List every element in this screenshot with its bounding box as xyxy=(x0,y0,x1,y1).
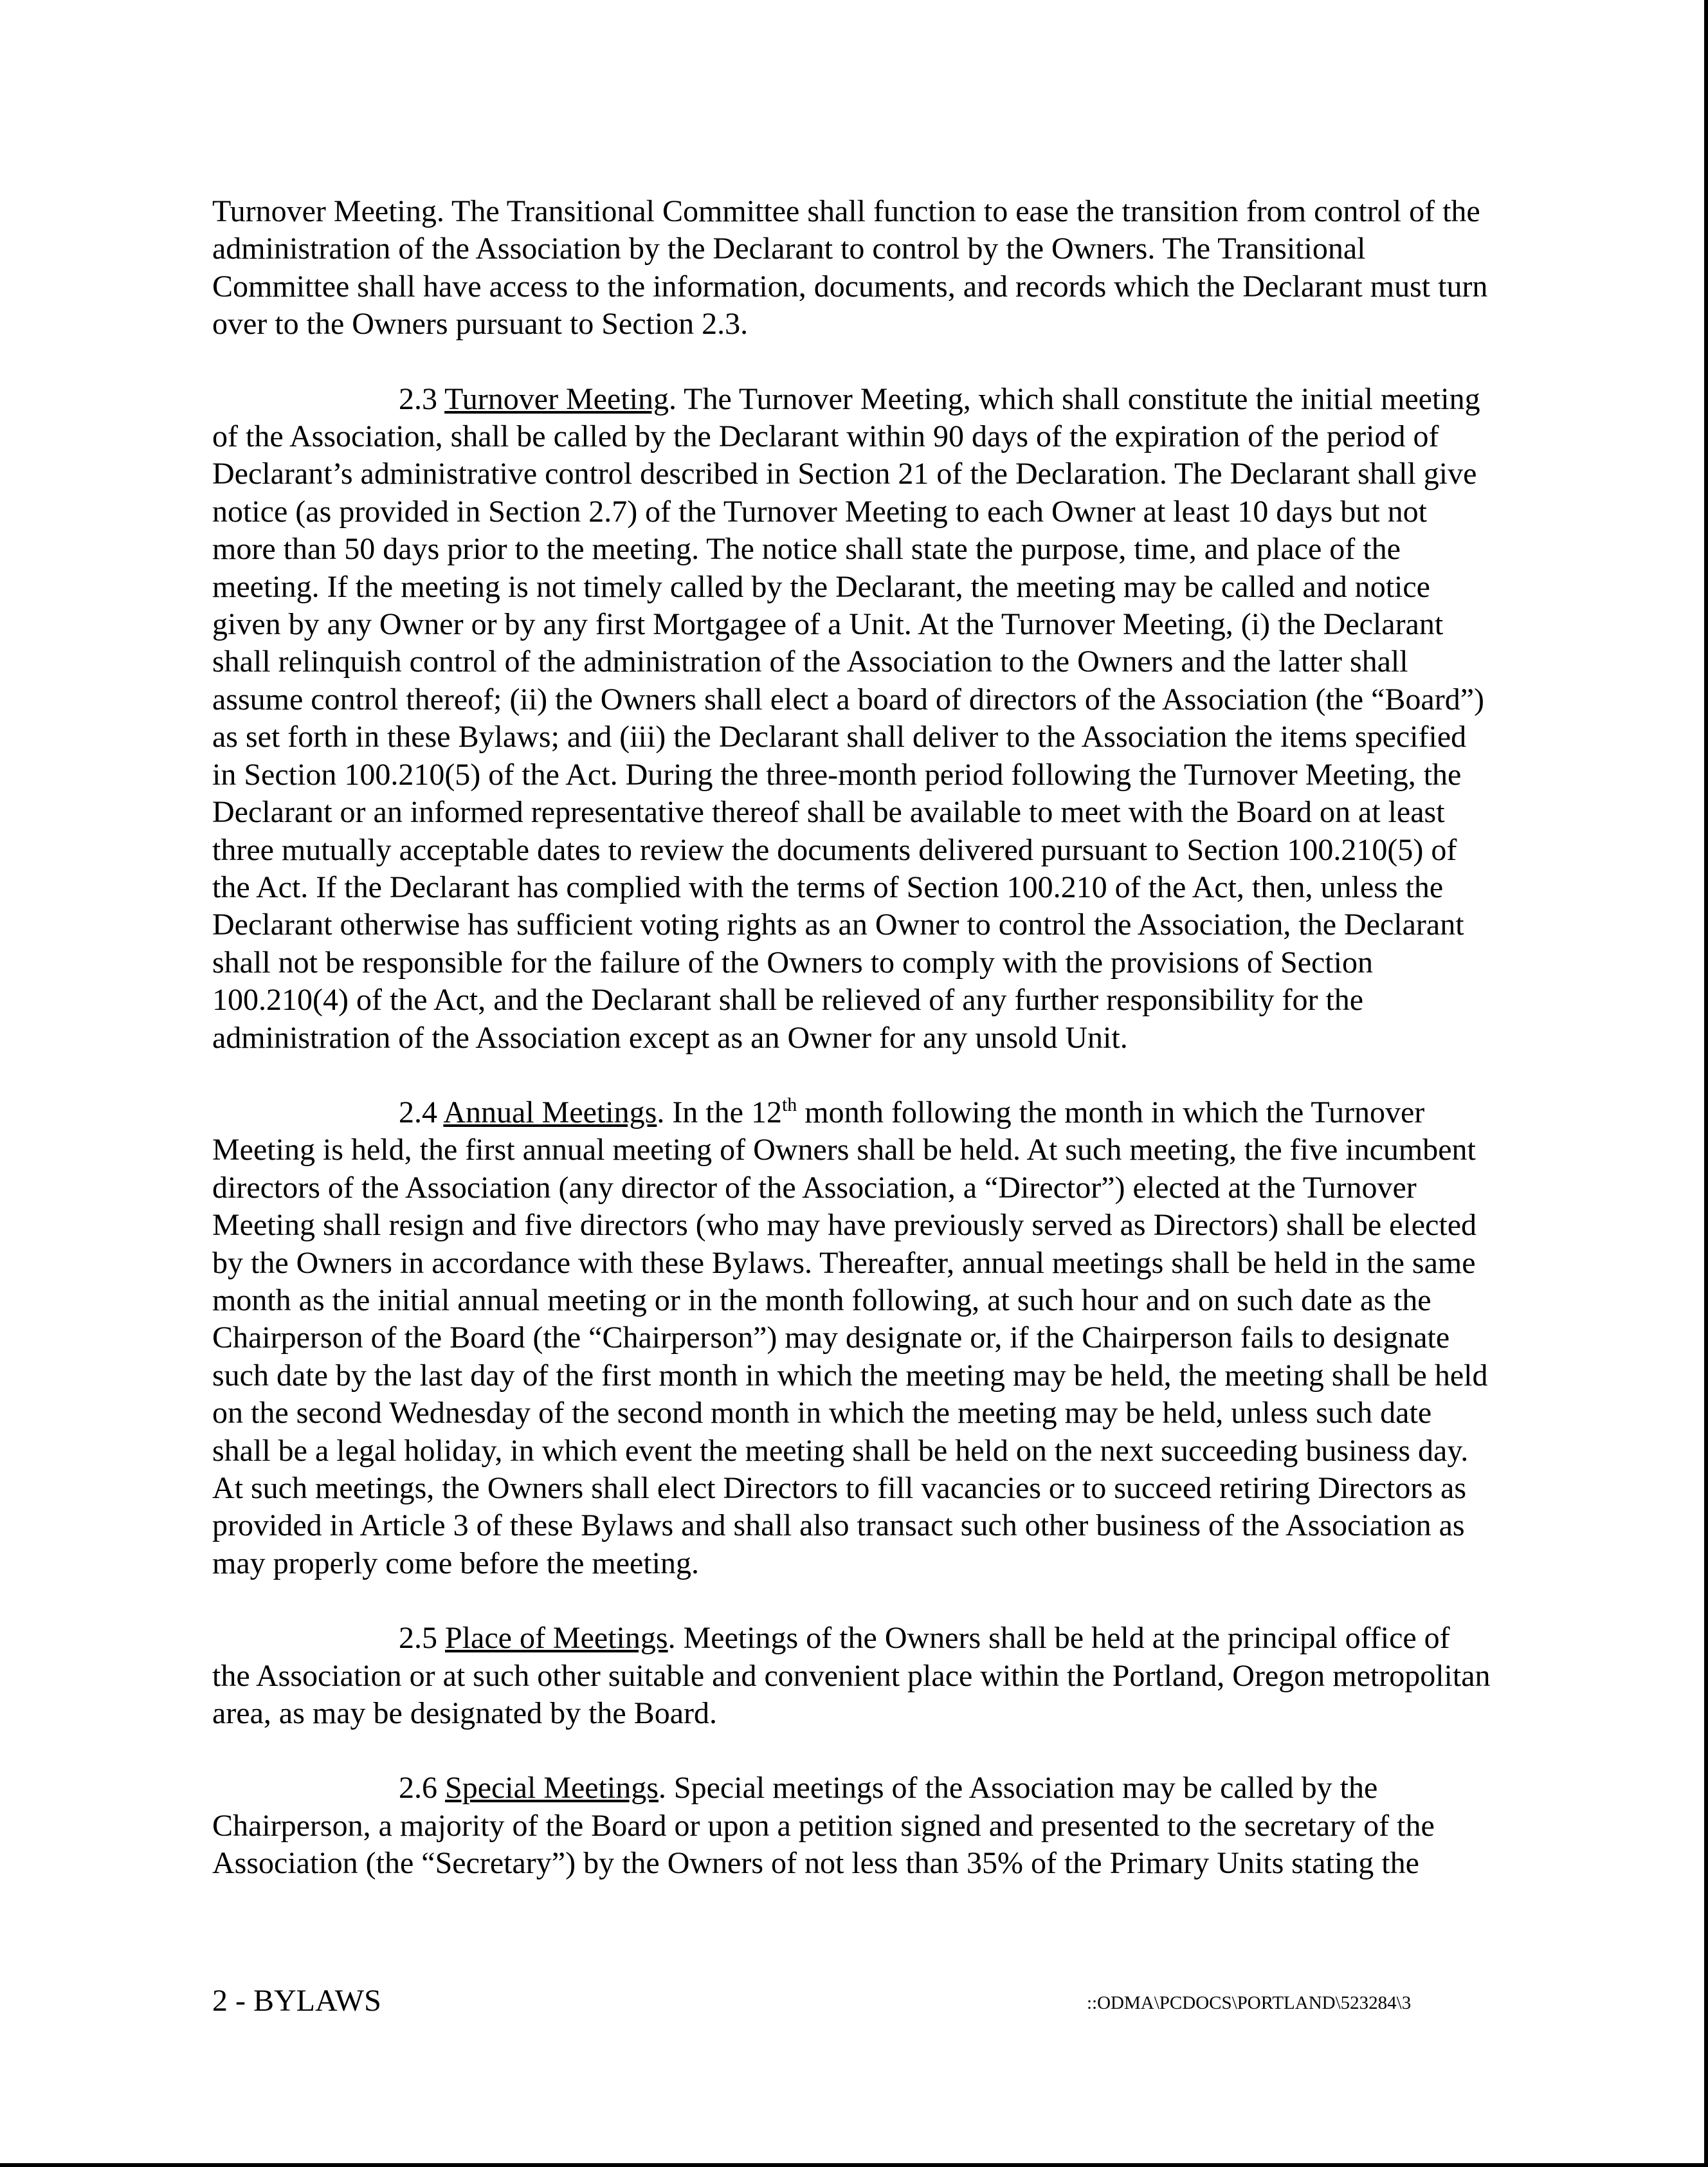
section-heading: Place of Meetings xyxy=(445,1621,668,1656)
paragraph-continuation xyxy=(212,193,1492,343)
section-number: 2.5 xyxy=(399,1621,437,1656)
section-2-6-paragraph xyxy=(212,1769,1492,1882)
document-body xyxy=(212,193,1492,1920)
section-heading: Annual Meetings xyxy=(443,1095,657,1129)
section-text: . Meetings of the Owners shall be held at the principal office of the Association or at such other suitable and convenient place within the Portland, Oregon metropolitan area, as may be designated by the Board. xyxy=(212,1621,1491,1731)
section-text: . Special meetings of the Association may be called by the Chairperson, a majority of the Board or upon a petition signed and presented to the secretary of the Association (the “Secretary”) by the Owners of not less than 35% of the Primary Units stating the xyxy=(212,1771,1435,1881)
section-number: 2.3 xyxy=(399,381,437,416)
section-2-5-paragraph xyxy=(212,1620,1492,1732)
section-text: . In the 12 xyxy=(657,1095,782,1129)
paragraph-text: Turnover Meeting. The Transitional Committee shall function to ease the transition from control of the administration of the Association by the Declarant to control by the Owners. The Transitional Committee shall have access to the information, documents, and records which the Declarant must turn over to the Owners pursuant to Section 2.3. xyxy=(212,194,1488,342)
ordinal-superscript: th xyxy=(781,1093,797,1115)
section-text-continued: month following the month in which the Turnover Meeting is held, the first annual meeting of Owners shall be held. At such meeting, the five incumbent directors of the Association (any director of the Association, a “Director”) elected at the Turnover Meeting shall resign and five directors (who may have previously served as Directors) shall be elected by the Owners in accordance with these Bylaws. Thereafter, annual meetings shall be held in the same month as the initial annual meeting or in the month following, at such hour and on such date as the Chairperson of the Board (the “Chairperson”) may designate or, if the Chairperson fails to designate such date by the last day of the first month in which the meeting may be held, the meeting shall be held on the second Wednesday of the second month in which the meeting may be held, unless such date shall be a legal holiday, in which event the meeting shall be held on the next succeeding business day. At such meetings, the Owners shall elect Directors to fill vacancies or to succeed retiring Directors as provided in Article 3 of these Bylaws and shall also transact such other business of the Association as may properly come before the meeting. xyxy=(212,1095,1488,1580)
section-2-4-paragraph xyxy=(212,1094,1492,1582)
section-heading: Turnover Meeting xyxy=(444,381,669,416)
section-number: 2.6 xyxy=(399,1771,437,1806)
footer-page-label: 2 - BYLAWS xyxy=(212,1984,381,2018)
section-number: 2.4 xyxy=(399,1095,437,1129)
section-text: . The Turnover Meeting, which shall constitute the initial meeting of the Association, shall be called by the Declarant within 90 days of the expiration of the period of Declarant’s administrative control described in Section 21 of the Declaration. The Declarant shall give notice (as provided in Section 2.7) of the Turnover Meeting to each Owner at least 10 days but not more than 50 days prior to the meeting. The notice shall state the purpose, time, and place of the meeting. If the meeting is not timely called by the Declarant, the meeting may be called and notice given by any Owner or by any first Mortgagee of a Unit. At the Turnover Meeting, (i) the Declarant shall relinquish control of the administration of the Association to the Owners and the latter shall assume control thereof; (ii) the Owners shall elect a board of directors of the Association (the “Board”) as set forth in these Bylaws; and (iii) the Declarant shall deliver to the Association the items specified in Section 100.210(5) of the Act. During the three-month period following the Turnover Meeting, the Declarant or an informed representative thereof shall be available to meet with the Board on at least three mutually acceptable dates to review the documents delivered pursuant to Section 100.210(5) of the Act. If the Declarant has complied with the terms of Section 100.210 of the Act, then, unless the Declarant otherwise has sufficient voting rights as an Owner to control the Association, the Declarant shall not be responsible for the failure of the Owners to comply with the provisions of Section 100.210(4) of the Act, and the Declarant shall be relieved of any further responsibility for the administration of the Association except as an Owner for any unsold Unit. xyxy=(212,381,1484,1055)
section-heading: Special Meetings xyxy=(445,1771,659,1806)
section-2-3-paragraph xyxy=(212,381,1492,1057)
footer-document-reference: ::ODMA\PCDOCS\PORTLAND\523284\3 xyxy=(1087,1993,1412,2013)
